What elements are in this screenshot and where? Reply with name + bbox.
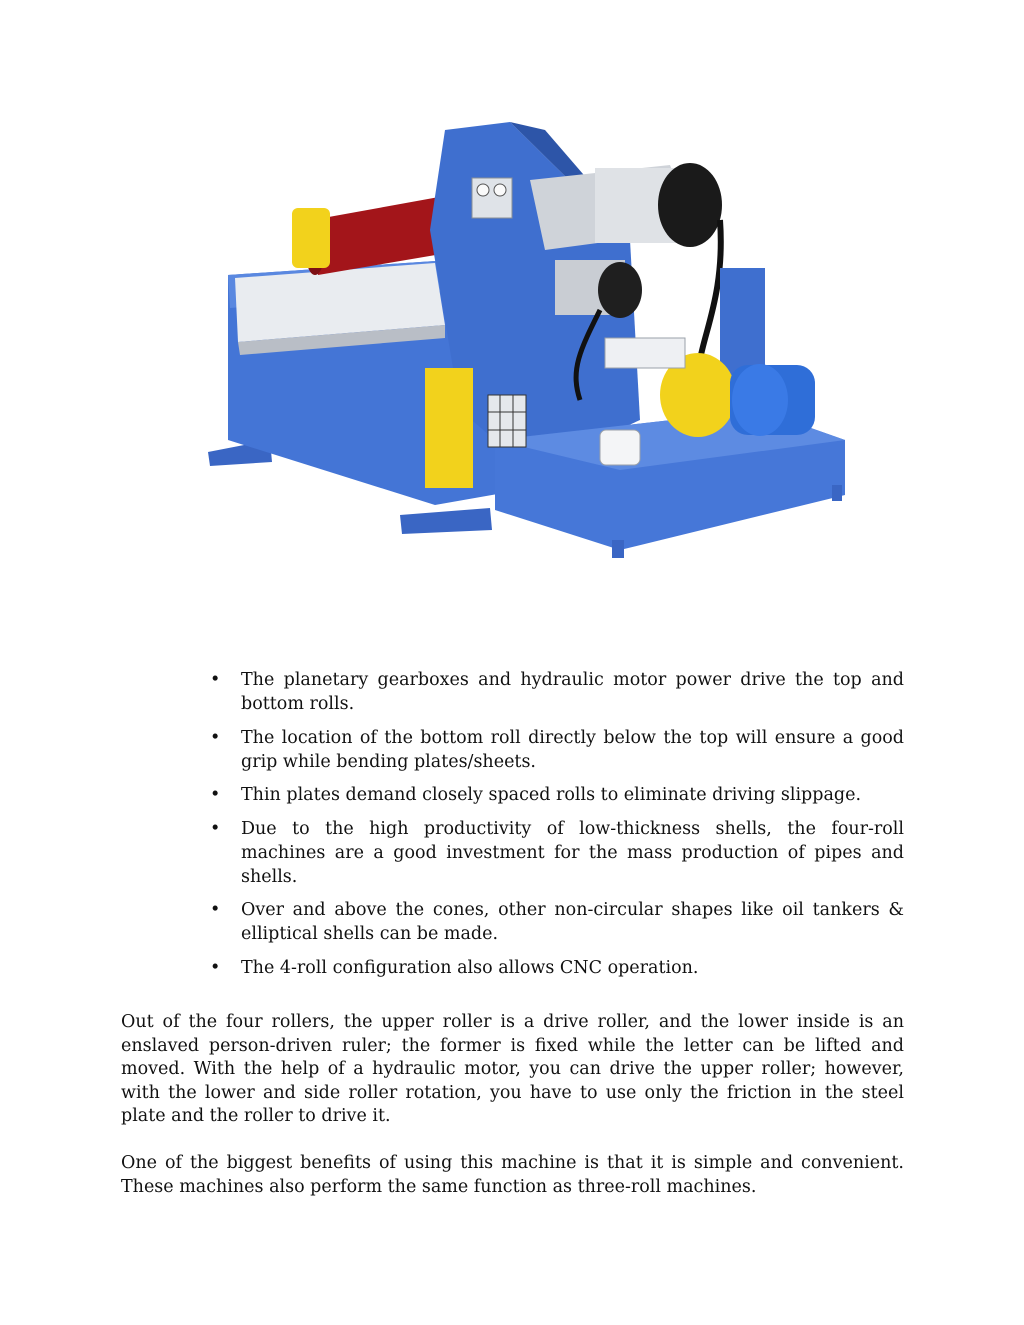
list-item: • Over and above the cones, other non-circular shapes like oil tankers & elliptical shells can be made.: [210, 898, 904, 946]
body-paragraph-rollers: Out of the four rollers, the upper roller is a drive roller, and the lower inside is an enslaved person-driven ruler; the former is fixed while the letter can be lifted and moved. With the help of a hydraulic motor, you can drive the upper roller; however, with the lower and side roller rotation, you have to use only the friction in the steel plate and the roller to drive it.: [121, 1012, 904, 1127]
list-item: • Thin plates demand closely spaced rolls to eliminate driving slippage.: [210, 783, 904, 807]
valve-block: [605, 338, 685, 368]
list-item: • The location of the bottom roll directly below the top will ensure a good grip while bending plates/sheets.: [210, 726, 904, 774]
yellow-bearing-left: [292, 208, 330, 268]
list-item: • The planetary gearboxes and hydraulic motor power drive the top and bottom rolls.: [210, 668, 904, 716]
top-motor-cap: [658, 163, 722, 247]
list-item: • Due to the high productivity of low-thickness shells, the four-roll machines are a good investment for the mass production of pipes and shells.: [210, 817, 904, 889]
list-item: • The 4-roll configuration also allows CNC operation.: [210, 956, 904, 980]
yellow-bearing-front: [425, 368, 473, 488]
feature-list: [210, 668, 904, 989]
plate-rolling-machine-image: [200, 110, 860, 570]
gauge-panel: [472, 178, 512, 218]
body-paragraph-benefits: One of the biggest benefits of using this machine is that it is simple and convenient. These machines also perform the same function as three-roll machines.: [121, 1153, 904, 1197]
machine-foot-center: [400, 508, 492, 534]
vent-grid: [488, 395, 526, 447]
